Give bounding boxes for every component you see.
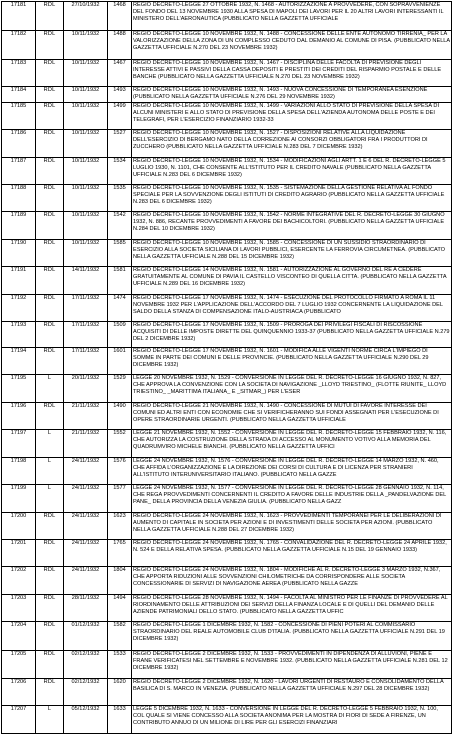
record-type: RDL (36, 322, 64, 348)
record-date: 02/12/1932 (64, 679, 108, 706)
table-row (2, 322, 452, 348)
record-date: 17/11/1932 (64, 348, 108, 375)
record-id: 17191 (2, 267, 36, 295)
record-description: REGIO DECRETO-LEGGE 2 DICEMBRE 1932, N. 1533 - PROVVEDIMENTI IN DIPENDENZA DI ALLUVIONI, PIENE E FRANE VERIFICATESI NEL SETTEMBRE E NOVEMBRE 1932. (PUBBLICATO NELLA GAZZETTA UFFICIALE N.281 DEL 12 DICEMBRE 1932) (132, 651, 452, 679)
table-row (2, 403, 452, 430)
record-number: 1467 (108, 60, 132, 87)
record-type: RDL (36, 158, 64, 185)
record-type: RDL (36, 87, 64, 103)
record-number: 1552 (108, 430, 132, 458)
record-id: 17195 (2, 375, 36, 403)
record-date: 10/11/1932 (64, 103, 108, 130)
record-type: RDL (36, 60, 64, 87)
record-number: 1533 (108, 651, 132, 679)
record-number: 1582 (108, 622, 132, 651)
record-number: 1601 (108, 348, 132, 375)
table-row (2, 540, 452, 567)
record-description: REGIO DECRETO-LEGGE 24 NOVEMBRE 1932, N. 1623 - PROVVEDIMENTI TEMPORANEI PER LE DELIBERAZIONI DI AUMENTO DI CAPITALE IN SOCIETA PER AZIONI E DI INVESTIMENTI DELLE SOCIETA PER AZIONI. (PUBBLICATO NELLA GAZZETTA UFFICIALE N.288 DEL 27 DICEMBRE 1932) (132, 513, 452, 540)
record-type: L (36, 706, 64, 734)
record-type: RDL (36, 348, 64, 375)
record-type: L (36, 485, 64, 513)
record-type: RDL (36, 130, 64, 158)
record-id: 17192 (2, 295, 36, 322)
record-description: LEGGE 24 NOVEMBRE 1932, N. 1577 - CONVERSIONE IN LEGGE DEL R. DECRETO-LEGGE 28 GENNAIO 1932, N. 114, CHE REGA PROVVEDIMENTI CONCERNENTI IL CREDITO A FAVORE DELLE INDUSTRIE DELLA _PANDELVAZIONE DEL PANE_ DELLA PROVINCIA DELLA VENEZIA GIULIA. (PUBBLICATO NELLA GAZZ (132, 485, 452, 513)
table-row (2, 87, 452, 103)
record-type: RDL (36, 651, 64, 679)
record-type: RDL (36, 622, 64, 651)
record-type: RDL (36, 103, 64, 130)
table-row (2, 31, 452, 60)
record-number: 1499 (108, 103, 132, 130)
record-description: REGIO DECRETO-LEGGE 10 NOVEMBRE 1932, N. 1527 - DISPOSIZIONI RELATIVE ALLA LIQUIDAZIONE DELL'ESERCIZIO DI BERGAMO NATO DELLA CORREZIONE AI CONSORZI OBBLIGATORI FRA I PRODUTTORI DI ZUCCHERO (PUBBLICATO NELLA GAZZETTA UFFICIALE N.283 DEL 7 DICEMBRE 1932) (132, 130, 452, 158)
record-id: 17189 (2, 212, 36, 240)
record-date: 10/11/1932 (64, 212, 108, 240)
records-table (1, 1, 452, 734)
table-row (2, 2, 452, 31)
record-id: 17181 (2, 2, 36, 31)
record-description: REGIO DECRETO-LEGGE 17 NOVEMBRE 1932, N. 1601 - MODIFICA ALLE VIGENTI NORME CIRCA L'IMPIEGO DI SOMME IN PARTE DEI COMUNI E DELLE PROVINCIE. (PUBBLICATO NELLA GAZZETTA UFFICIALE N.290 DEL 29 DICEMBRE 1932) (132, 348, 452, 375)
record-description: REGIO DECRETO-LEGGE 24 NOVEMBRE 1932, N. 1804 - MODIFICHE AL R. DECRETO-LEGGE 3 MARZO 1932, N.367, CHE APPORTA RIDUZIONI ALLE SOVVENZIONI CHILOMETRICHE DA CORRISPONDERE ALLE SOCIETA CONCESSIONARIE DI SERVIZI DI NAVIGAZIONE AEREA (PUBBLICATO NELLA GAZZE (132, 567, 452, 595)
record-number: 1577 (108, 485, 132, 513)
record-type: RDL (36, 240, 64, 267)
table-row (2, 185, 452, 212)
record-description: REGIO DECRETO-LEGGE 27 OTTOBRE 1932, N. 1468 - AUTORIZZAZIONE A PROVVEDERE, CON SOPRAVVENIENZE DEL FONDO DEL 13 NOVEMBRE 1930 ALLA SPESA DI MAPOLI DEI LAVORI PER IL 20 ALTRI LAVORI INTERESSANTI IL MINISTERO DELL'AERONAUTICA (PUBBLICATO NELLA GAZZETTA UFFICIALE (132, 2, 452, 31)
table-row (2, 679, 452, 706)
record-date: 24/11/1932 (64, 485, 108, 513)
record-description: REGIO DECRETO-LEGGE 10 NOVEMBRE 1932, N. 1499 - VARIAZIONI ALLO STATO DI PREVISIONE DELLA SPESA DI ALCUNI MINISTERI E ALLO STATO DI PREVISIONE DELLA SPESA DELL'AZIENDA AUTONOMA DELLE POSTE E DEI TELEGRAFI, PER L'ESERCIZIO FINANZIARIO 1932-33 (132, 103, 452, 130)
record-id: 17196 (2, 403, 36, 430)
record-date: 17/11/1932 (64, 322, 108, 348)
record-type: RDL (36, 212, 64, 240)
record-type: L (36, 375, 64, 403)
record-date: 24/11/1932 (64, 567, 108, 595)
record-description: LEGGE 21 NOVEMBRE 1932, N. 1552 - CONVERSIONE IN LEGGE DEL R. DECRETO-LEGGE 15 FEBBRAIO 1932, N. 116, CHE AUTORIZZA LA COSTRUZIONE DELLA STRADA DI ACCESSO AL MONUMENTO VOTIVO ALLA MEMORIA DEL QUADRUMVIRO MICHELE BIANCHI. (PUBBLICATO NELLA GAZZETTA UFFICI (132, 430, 452, 458)
record-date: 10/11/1932 (64, 185, 108, 212)
record-id: 17194 (2, 348, 36, 375)
record-number: 1468 (108, 2, 132, 31)
record-description: LEGGE 24 NOVEMBRE 1932, N. 1576 - CONVERSIONE IN LEGGE DEL R. DECRETO-LEGGE 14 MARZO 1932, N. 460, CHE AFFIDA L'ORGANIZZAZIONE E LA DIREZIONE DEI CORSI DI CULTURA E DI LICENZA PER STRANIERI ALL'ISTITUTO INTERUNIVERSITARIO ITALIANO. (PUBBLICATO NELLA GAZZE (132, 458, 452, 485)
record-id: 17186 (2, 130, 36, 158)
record-type: RDL (36, 567, 64, 595)
record-id: 17193 (2, 322, 36, 348)
record-date: 21/11/1932 (64, 403, 108, 430)
table-row (2, 240, 452, 267)
record-type: RDL (36, 513, 64, 540)
table-row (2, 130, 452, 158)
record-description: REGIO DECRETO-LEGGE 2 DICEMBRE 1932, N. 1620 - LAVORI URGENTI DI RESTAURO E CONSOLIDAMENTO DELLA BASILICA DI S. MARCO IN VENEZIA. (PUBBLICATO NELLA GAZZETTA UFFICIALE N.297 DEL 28 DICEMBRE 1932) (132, 679, 452, 706)
record-number: 1585 (108, 240, 132, 267)
record-description: REGIO DECRETO-LEGGE 17 NOVEMBRE 1932, N. 1474 - ESECUZIONE DEL PROTOCOLLO FIRMATO A ROMA IL 11 NOVEMBRE 1932 PER L'APPLICAZIONE DELL'ACCORDO DEL 7 LUGLIO 1932 CONCERNENTE LA LIQUIDAZIONE DEL SALDO DELLA STANZA DI COMPENSAZIONE ITALO-AUSTRIACA (PUBBLICATO (132, 295, 452, 322)
record-number: 1494 (108, 595, 132, 622)
record-id: 17184 (2, 87, 36, 103)
record-description: REGIO DECRETO-LEGGE 10 NOVEMBRE 1932, N. 1493 - NUOVA CONCESSIONE DI TEMPORANEA ESENZIONE (PUBBLICATO NELLA GAZZETTA UFFICIALE N.276 DEL 29 NOVEMBRE 1932) (132, 87, 452, 103)
record-id: 17206 (2, 679, 36, 706)
record-id: 17197 (2, 430, 36, 458)
record-date: 24/11/1932 (64, 513, 108, 540)
record-description: REGIO DECRETO-LEGGE 17 NOVEMBRE 1932, N. 1509 - PROROGA DEI PRIVILEGI FISCALI DI RISCOSSIONE ACQUISITI DI DELLE IMPOSTE DIRETTE DEL QUINQUENNIO 1933-37 (PUBBLICATO NELLA GAZZETTA UFFICIALE N.279 DEL 2 DICEMBRE 1932) (132, 322, 452, 348)
record-date: 14/11/1932 (64, 267, 108, 295)
record-number: 1474 (108, 295, 132, 322)
record-type: RDL (36, 403, 64, 430)
record-date: 28/11/1932 (64, 595, 108, 622)
table-row (2, 567, 452, 595)
record-type: RDL (36, 267, 64, 295)
record-id: 17182 (2, 31, 36, 60)
record-date: 05/12/1932 (64, 706, 108, 734)
record-number: 1529 (108, 375, 132, 403)
record-date: 10/11/1932 (64, 60, 108, 87)
record-description: REGIO DECRETO-LEGGE 10 NOVEMBRE 1932, N. 1535 - SISTEMAZIONE DELLA GESTIONE RELATIVA AL FONDO SPECIALE PER LA SOVVENZIONE DEGLI ISTITUTI DI CREDITO AGRARIO (PUBBLICATO NELLA GAZZETTA UFFICIALE N.283 DEL 6 DICEMBRE 1932) (132, 185, 452, 212)
record-date: 27/10/1932 (64, 2, 108, 31)
record-date: 17/11/1932 (64, 295, 108, 322)
table-row (2, 485, 452, 513)
table-row (2, 651, 452, 679)
record-id: 17188 (2, 185, 36, 212)
record-id: 17203 (2, 595, 36, 622)
record-number: 1765 (108, 540, 132, 567)
record-description: LEGGE 20 NOVEMBRE 1932, N. 1529 - CONVERSIONE IN LEGGE DEL R. DECRETO-LEGGE 16 GIUGNO 1932, N. 827, CHE APPROVA LA CONVENZIONE CON LA SOCIETA DI NAVIGAZIONE _LLOYD TRIESTINO_ (FLOTTE RIUNITE_ LLOYD TRIESTINO_ _MARITTIMA ITALIANA_ E _SITMAR_) PER L'ESER (132, 375, 452, 403)
record-type: RDL (36, 540, 64, 567)
record-description: REGIO DECRETO-LEGGE 21 NOVEMBRE 1932, N. 1490 - CONCESSIONE DI MUTUI DI FAVORE INTERESSE DEI COMUNI ED ALTRI ENTI CON ECONOMIE CHE SI VERIFICHERANNO SUI FONDI ASSEGNATI PER L'ESECUZIONE DI OPERE STRAORDINARIE URGENTI. (PUBBLICATO NELLA GAZZETTA UFFICIALE (132, 403, 452, 430)
record-date: 01/12/1932 (64, 622, 108, 651)
record-number: 1542 (108, 212, 132, 240)
record-description: REGIO DECRETO-LEGGE 14 NOVEMBRE 1932, N. 1581 - AUTORIZZAZIONE AL GOVERNO DEL RE A CEDERE GRATUITAMENTE AL COMUNE DI PAVIA IL CASTELLO VISCONTEO DI QUELLA CITTA. (PUBBLICATO NELLA GAZZETTA UFFICIALE N.289 DEL 16 DICEMBRE 1932) (132, 267, 452, 295)
table-row (2, 430, 452, 458)
table-row (2, 622, 452, 651)
record-number: 1490 (108, 403, 132, 430)
record-id: 17200 (2, 513, 36, 540)
record-id: 17201 (2, 540, 36, 567)
record-id: 17204 (2, 622, 36, 651)
record-type: RDL (36, 295, 64, 322)
table-row (2, 212, 452, 240)
record-description: REGIO DECRETO-LEGGE 10 NOVEMBRE 1932, N. 1534 - MODIFICAZIONI AGLI ARTT. 1 E 6 DEL R. DECRETO-LEGGE 5 LUGLIO 1930, N. 1101, CHE CONSENTE ALL'ISTITUTO PER IL CREDITO NAVALE (PUBBLICATO NELLA GAZZETTA UFFICIALE N.283 DEL 6 DICEMBRE 1932) (132, 158, 452, 185)
record-description: REGIO DECRETO-LEGGE 10 NOVEMBRE 1932, N. 1488 - CONCESSIONE DELLE ENTE AUTONOMO TIRRENIA_ PER LA VALORIZZAZIONE DELLA ZONA DI UN COMPLESSO CEDUTO DAL DEMANIO AL COMUNE DI PISA. (PUBBLICATO NELLA GAZZETTA UFFICIALE N.270 DEL 23 NOVEMBRE 1932) (132, 31, 452, 60)
record-date: 10/11/1932 (64, 240, 108, 267)
record-type: L (36, 458, 64, 485)
table-row (2, 595, 452, 622)
record-description: REGIO DECRETO-LEGGE 24 NOVEMBRE 1932, N. 1765 - CONVALIDAZIONE DEL R. DECRETO-LEGGE 24 APRILE 1932, N. 524 E DELLA RELATIVA SPESA. (PUBBLICATO NELLA GAZZETTA UFFICIALE N.15 DEL 19 GENNAIO 1933) (132, 540, 452, 567)
record-date: 10/11/1932 (64, 87, 108, 103)
record-number: 1620 (108, 679, 132, 706)
record-id: 17183 (2, 60, 36, 87)
record-id: 17199 (2, 485, 36, 513)
record-id: 17207 (2, 706, 36, 734)
record-number: 1493 (108, 87, 132, 103)
record-number: 1623 (108, 513, 132, 540)
record-number: 1804 (108, 567, 132, 595)
record-number: 1633 (108, 706, 132, 734)
record-number: 1534 (108, 158, 132, 185)
record-number: 1581 (108, 267, 132, 295)
record-number: 1535 (108, 185, 132, 212)
record-number: 1488 (108, 31, 132, 60)
record-id: 17198 (2, 458, 36, 485)
record-description: REGIO DECRETO-LEGGE 10 NOVEMBRE 1932, N. 1467 - DISCIPLINA DELLE FACOLTA DI PREVISIONE DEGLI INTERESSE ATTIVI E PASSIVI DELLA CASSA DEPOSITI E PRESTITI DEI CREDITI DEL RISPARMIO POSTALE E DELLE BANCHE (PUBBLICATO NELLA GAZZETTA UFFICIALE N.270 DEL 23 NOVEMBRE 1932) (132, 60, 452, 87)
record-date: 20/11/1932 (64, 375, 108, 403)
table-row (2, 295, 452, 322)
record-id: 17190 (2, 240, 36, 267)
record-number: 1527 (108, 130, 132, 158)
record-description: REGIO DECRETO-LEGGE 10 NOVEMBRE 1932, N. 1585 - CONCESSIONE DI UN SUSSIDIO STRAORDINARIO DI ESERCIZIO ALLA SOCIETA SICILIANA DI LAVORI PUBBLICI, ESERCENTE LA FERROVIA CIRCUMETNEA. (PUBBLICATO NELLA GAZZETTA UFFICIALE N.288 DEL 15 DICEMBRE 1932) (132, 240, 452, 267)
record-description: REGIO DECRETO-LEGGE 10 NOVEMBRE 1932, N. 1542 - NORME INTEGRATIVE DEL R. DECRETO-LEGGE 30 GIUGNO 1932, N. 886, RECANTE PROVVEDIMENTI A FAVORE DEI BACHICOLTORI. (PUBBLICATO NELLA GAZZETTA UFFICIALE N.284 DEL 10 DICEMBRE 1932) (132, 212, 452, 240)
record-description: LEGGE 5 DICEMBRE 1932, N. 1633 - CONVERSIONE IN LEGGE DEL R. DECRETO-LEGGE 5 FEBBRAIO 1932, N. 100, COL QUALE SI VIENE CONCESSO ALLA SOCIETA ANONIMA PER LA MOSTRA DI FIORI DI SEDE A FIRENZE, UN CONTRIBUTO ANNUO DI UN MILIONE DI LIRE PER GLI ESERCIZI FINANZIARI (132, 706, 452, 734)
table-row (2, 375, 452, 403)
record-id: 17187 (2, 158, 36, 185)
table-row (2, 60, 452, 87)
table-row (2, 458, 452, 485)
records-table-body (2, 2, 452, 734)
record-type: RDL (36, 595, 64, 622)
record-type: RDL (36, 2, 64, 31)
record-description: REGIO DECRETO-LEGGE 1 DICEMBRE 1932, N. 1582 - CONCESSIONE DI PIENI POTERI AL COMMISSARIO STRAORDINARIO DEL REALE AUTOMOBILE CLUB D'ITALIA. (PUBBLICATO NELLA GAZZETTA UFFICIALE N.291 DEL 19 DICEMBRE 1932) (132, 622, 452, 651)
record-date: 24/11/1932 (64, 540, 108, 567)
table-row (2, 267, 452, 295)
record-number: 1509 (108, 322, 132, 348)
record-date: 02/12/1932 (64, 651, 108, 679)
record-id: 17185 (2, 103, 36, 130)
record-date: 24/11/1932 (64, 458, 108, 485)
table-row (2, 348, 452, 375)
record-type: RDL (36, 31, 64, 60)
record-type: L (36, 430, 64, 458)
record-id: 17205 (2, 651, 36, 679)
record-type: RDL (36, 185, 64, 212)
record-date: 10/11/1932 (64, 158, 108, 185)
table-row (2, 158, 452, 185)
record-description: REGIO DECRETO-LEGGE 28 NOVEMBRE 1932, N. 1494 - FACOLTA AL MINISTRO PER LE FINANZE DI PROVVEDERE AL RIORDINAMENTO DELLE ATTRIBUZIONI DEI SERVIZI DELLA FINANZA LOCALE E DI QUELLI DEL DEMANIO DELLE AZIENDE PATRIMONIALI DELLO STATO. (PUBBLICATO NELLA GAZZETTA UFFIC (132, 595, 452, 622)
record-id: 17202 (2, 567, 36, 595)
table-row (2, 706, 452, 734)
record-type: RDL (36, 679, 64, 706)
table-row (2, 513, 452, 540)
record-number: 1576 (108, 458, 132, 485)
table-row (2, 103, 452, 130)
record-date: 21/11/1932 (64, 430, 108, 458)
record-date: 10/11/1932 (64, 130, 108, 158)
record-date: 10/11/1932 (64, 31, 108, 60)
